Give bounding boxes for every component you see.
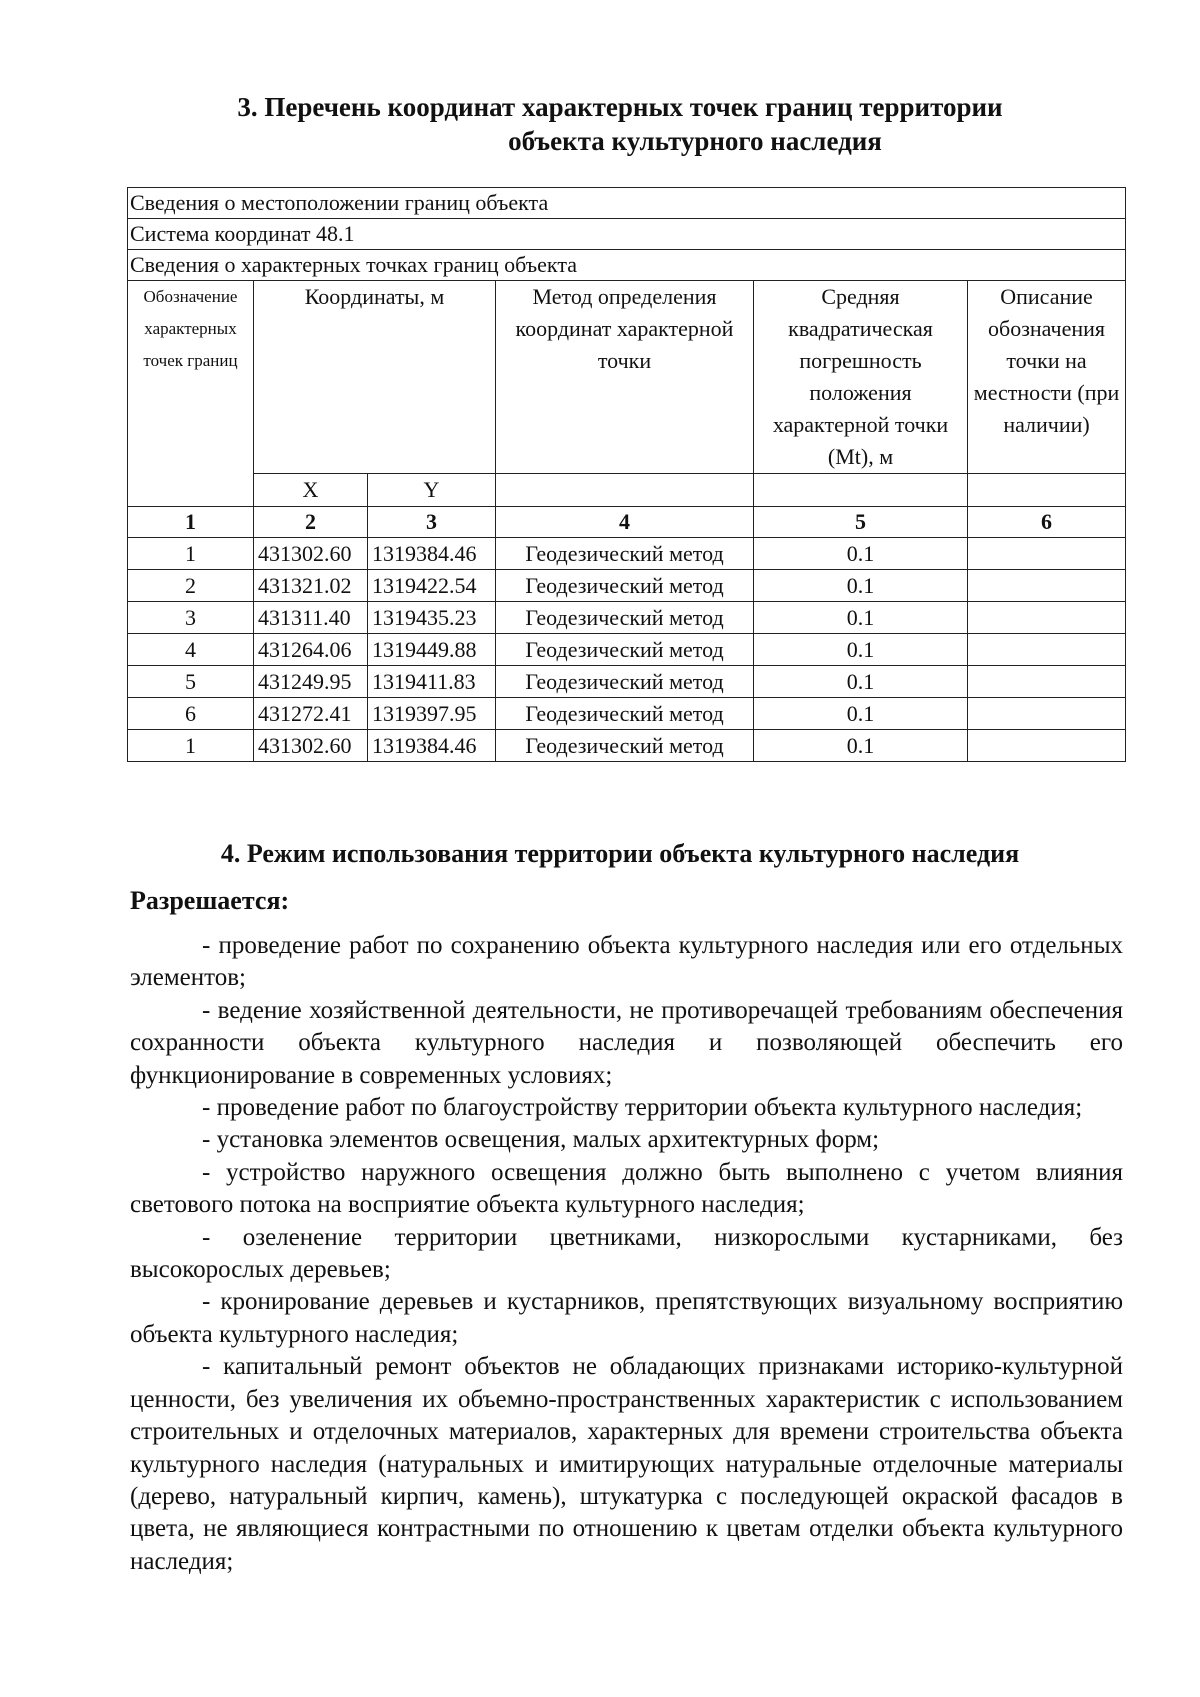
list-item: - проведение работ по сохранению объекта культурного наследия или его отдельных элементов; <box>130 932 1123 992</box>
point-description <box>968 538 1126 570</box>
coord-y: 1319384.46 <box>368 730 496 762</box>
coord-x: 431321.02 <box>254 570 368 602</box>
coord-x: 431272.41 <box>254 698 368 730</box>
method: Геодезический метод <box>496 570 754 602</box>
mean-error: 0.1 <box>754 602 968 634</box>
allowed-label: Разрешается: <box>130 886 290 915</box>
header-y: Y <box>368 474 496 507</box>
column-index: 4 <box>496 507 754 538</box>
table-row <box>128 634 1126 666</box>
list-item: - установка элементов освещения, малых архитектурных форм; <box>202 1126 880 1154</box>
list-item: - проведение работ по благоустройству территории объекта культурного наследия; <box>202 1094 1083 1122</box>
location-info-cell: Сведения о местоположении границ объекта <box>128 188 1126 219</box>
mean-error: 0.1 <box>754 698 968 730</box>
section-3-title-line1: 3. Перечень координат характерных точек границ территории <box>237 92 1003 122</box>
point-number: 6 <box>128 698 254 730</box>
mean-error: 0.1 <box>754 538 968 570</box>
coord-y: 1319449.88 <box>368 634 496 666</box>
table-info-row <box>128 219 1126 250</box>
list-item: - капитальный ремонт объектов не обладающих признаками историко-культурной ценности, без увеличения их объемно-пространственных характеристик с использованием строительных и отделочных материалов, характерных для времени строительства объекта культурного наследия (натуральных и имитирующих натуральные отделочные материалы (дерево, натуральный кирпич, камень), штукатурка с последующей окраской фасадов в цвета, не являющиеся контрастными по отношению к цветам отделки объекта культурного наследия; <box>130 1353 1123 1575</box>
header-mean-error: Средняя квадратическая погрешность положения характерной точки (Mt), м <box>754 281 968 474</box>
coord-x: 431311.40 <box>254 602 368 634</box>
table-info-row <box>128 188 1126 219</box>
column-index: 6 <box>968 507 1126 538</box>
table-row <box>128 602 1126 634</box>
coord-y: 1319422.54 <box>368 570 496 602</box>
point-number: 1 <box>128 538 254 570</box>
column-index: 3 <box>368 507 496 538</box>
point-number: 4 <box>128 634 254 666</box>
point-description <box>968 602 1126 634</box>
table-row <box>128 698 1126 730</box>
table-row <box>128 538 1126 570</box>
column-index: 2 <box>254 507 368 538</box>
header-empty-cell <box>968 474 1126 507</box>
table-row <box>128 730 1126 762</box>
mean-error: 0.1 <box>754 666 968 698</box>
point-description <box>968 666 1126 698</box>
mean-error: 0.1 <box>754 730 968 762</box>
allowed-list <box>130 930 1123 1578</box>
method: Геодезический метод <box>496 538 754 570</box>
method: Геодезический метод <box>496 698 754 730</box>
point-description <box>968 634 1126 666</box>
table-info-row <box>128 250 1126 281</box>
column-index: 1 <box>128 507 254 538</box>
column-index: 5 <box>754 507 968 538</box>
header-point-designation: Обозначение характерных точек границ <box>128 281 254 507</box>
mean-error: 0.1 <box>754 634 968 666</box>
coord-x: 431249.95 <box>254 666 368 698</box>
table-xy-row <box>128 474 1126 507</box>
point-description <box>968 730 1126 762</box>
method: Геодезический метод <box>496 730 754 762</box>
point-description <box>968 698 1126 730</box>
header-empty-cell <box>496 474 754 507</box>
header-method: Метод определения координат характерной точки <box>496 281 754 474</box>
coord-y: 1319397.95 <box>368 698 496 730</box>
list-item: - ведение хозяйственной деятельности, не противоречащей требованиям обеспечения сохранности объекта культурного наследия и позволяющей обеспечить его функционирование в современных условиях; <box>130 996 1123 1089</box>
coord-x: 431264.06 <box>254 634 368 666</box>
list-item: - кронирование деревьев и кустарников, препятствующих визуальному восприятию объекта культурного наследия; <box>130 1288 1123 1348</box>
method: Геодезический метод <box>496 666 754 698</box>
method: Геодезический метод <box>496 634 754 666</box>
list-item: - устройство наружного освещения должно быть выполнено с учетом влияния светового потока на восприятие объекта культурного наследия; <box>130 1158 1123 1219</box>
point-number: 3 <box>128 602 254 634</box>
coordinates-table <box>127 187 1126 762</box>
table-index-row <box>128 507 1126 538</box>
coord-y: 1319384.46 <box>368 538 496 570</box>
coordinate-system-cell: Система координат 48.1 <box>128 219 1126 250</box>
coord-x: 431302.60 <box>254 730 368 762</box>
point-number: 2 <box>128 570 254 602</box>
section-3-title-line2: объекта культурного наследия <box>508 126 882 156</box>
point-description <box>968 570 1126 602</box>
coord-y: 1319411.83 <box>368 666 496 698</box>
points-info-cell: Сведения о характерных точках границ объекта <box>128 250 1126 281</box>
mean-error: 0.1 <box>754 570 968 602</box>
point-number: 5 <box>128 666 254 698</box>
section-4-title: 4. Режим использования территории объекта культурного наследия <box>220 839 1020 868</box>
method: Геодезический метод <box>496 602 754 634</box>
list-item: - озеленение территории цветниками, низкорослыми кустарниками, без высокорослых деревьев; <box>130 1223 1123 1284</box>
header-description: Описание обозначения точки на местности (при наличии) <box>968 281 1126 474</box>
table-row <box>128 570 1126 602</box>
table-row <box>128 666 1126 698</box>
header-x: X <box>254 474 368 507</box>
coord-x: 431302.60 <box>254 538 368 570</box>
table-header-row <box>128 281 1126 474</box>
point-number: 1 <box>128 730 254 762</box>
header-empty-cell <box>754 474 968 507</box>
header-coordinates: Координаты, м <box>254 281 496 474</box>
coord-y: 1319435.23 <box>368 602 496 634</box>
section-3-title <box>130 90 1110 158</box>
